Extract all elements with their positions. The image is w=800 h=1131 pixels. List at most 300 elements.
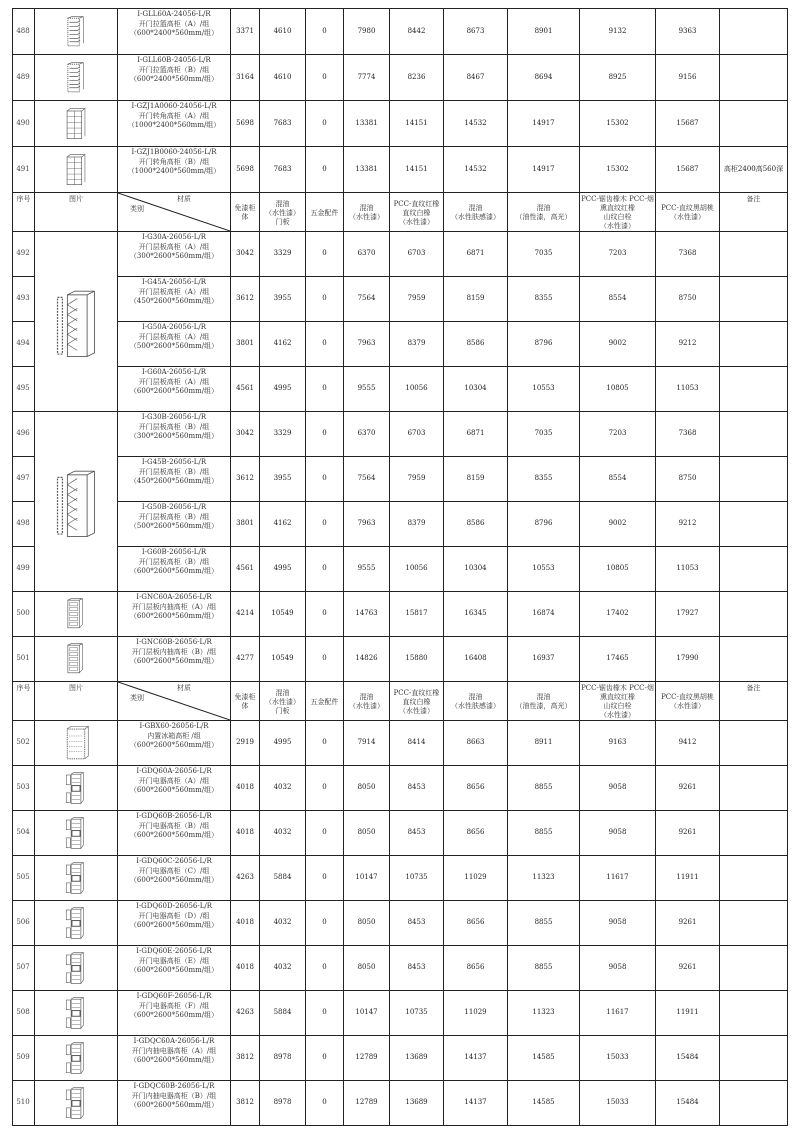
header-col-8 xyxy=(656,193,720,232)
header-line: 免漆柜 xyxy=(234,204,256,212)
header-line: （水性漆） xyxy=(600,711,635,719)
row-number: 494 xyxy=(13,322,35,367)
item-description xyxy=(118,547,231,592)
price-cell: 8554 xyxy=(580,457,656,502)
appliance-cabinet-icon xyxy=(35,768,117,808)
price-cell: 8453 xyxy=(390,901,444,946)
price-cell: 8050 xyxy=(344,901,390,946)
price-cell: 8453 xyxy=(390,766,444,811)
price-cell: 9261 xyxy=(656,811,720,856)
price-cell: 16874 xyxy=(508,592,580,637)
header-line: 熏直纹红橡 xyxy=(600,204,635,212)
price-cell: 13381 xyxy=(344,101,390,147)
header-row xyxy=(13,193,788,232)
header-col-6 xyxy=(508,682,580,721)
corner-cabinet-icon-cell xyxy=(35,101,118,147)
header-material: 材质 xyxy=(177,684,191,692)
header-col-4 xyxy=(390,193,444,232)
appliance-cabinet-icon-cell xyxy=(35,811,118,856)
price-cell: 7203 xyxy=(580,232,656,277)
item-name: 开门转角高柜（B）/组 xyxy=(138,157,210,166)
price-cell: 4032 xyxy=(260,766,306,811)
price-cell: 4032 xyxy=(260,901,306,946)
header-col-3 xyxy=(344,193,390,232)
header-line: 体 xyxy=(241,213,249,221)
item-size: （300*2600*560mm/组） xyxy=(129,432,219,440)
price-cell: 10735 xyxy=(390,856,444,901)
price-cell: 6370 xyxy=(344,232,390,277)
note-cell xyxy=(720,277,788,322)
price-cell: 11053 xyxy=(656,547,720,592)
price-cell: 8050 xyxy=(344,811,390,856)
price-cell: 4032 xyxy=(260,811,306,856)
item-name: 开门转角高柜（A）/组 xyxy=(138,111,210,120)
price-cell: 15033 xyxy=(580,1036,656,1081)
item-code: I-G30B-26056-L/R xyxy=(141,413,207,421)
header-line: PCC-直纹黑胡桃 xyxy=(661,204,714,212)
item-size: （600*2600*560mm/组） xyxy=(129,387,219,395)
header-line: （油性漆，高光） xyxy=(515,213,572,221)
price-cell: 10147 xyxy=(344,991,390,1036)
price-cell: 4995 xyxy=(260,547,306,592)
price-cell: 10056 xyxy=(390,547,444,592)
row-number: 506 xyxy=(13,901,35,946)
item-description xyxy=(118,322,231,367)
item-name: 开门拉篮高柜（B）/组 xyxy=(138,65,210,74)
table-row xyxy=(13,766,788,811)
note-cell xyxy=(720,946,788,991)
table-body xyxy=(13,9,788,1126)
price-cell: 7564 xyxy=(344,457,390,502)
table-row xyxy=(13,1036,788,1081)
pull-basket-cabinet-icon xyxy=(35,59,117,97)
item-name: 开门电器高柜（D）/组 xyxy=(138,911,210,920)
row-number: 504 xyxy=(13,811,35,856)
price-cell: 2919 xyxy=(231,721,260,766)
header-line: 五金配件 xyxy=(310,697,339,706)
item-description xyxy=(118,811,231,856)
price-cell: 8453 xyxy=(390,811,444,856)
table-row xyxy=(13,901,788,946)
price-cell: 0 xyxy=(306,766,344,811)
price-cell: 10147 xyxy=(344,856,390,901)
header-line: 混油 xyxy=(275,688,290,697)
price-cell: 4263 xyxy=(231,856,260,901)
table-row xyxy=(13,457,788,502)
appliance-cabinet-icon-cell xyxy=(35,766,118,811)
price-cell: 8663 xyxy=(444,721,508,766)
price-cell: 8911 xyxy=(508,721,580,766)
note-cell xyxy=(720,1036,788,1081)
price-cell: 7203 xyxy=(580,412,656,457)
price-cell: 9058 xyxy=(580,946,656,991)
header-line: PCC-直纹红橡 xyxy=(393,688,440,697)
price-cell: 0 xyxy=(306,547,344,592)
header-col-8 xyxy=(656,682,720,721)
price-cell: 7564 xyxy=(344,277,390,322)
header-col-1 xyxy=(260,682,306,721)
row-number: 497 xyxy=(13,457,35,502)
price-cell: 6871 xyxy=(444,232,508,277)
price-cell: 10304 xyxy=(444,367,508,412)
price-cell: 11617 xyxy=(580,856,656,901)
appliance-cabinet-icon xyxy=(35,858,117,898)
item-code: I-GDQ60B-26056-L/R xyxy=(136,812,212,820)
price-cell: 16937 xyxy=(508,637,580,682)
header-image: 图片 xyxy=(35,682,118,721)
item-size: （600*2600*560mm/组） xyxy=(129,966,219,974)
appliance-cabinet-icon-cell xyxy=(35,1081,118,1126)
price-cell: 4162 xyxy=(260,322,306,367)
price-cell: 8796 xyxy=(508,502,580,547)
price-cell: 3812 xyxy=(231,1036,260,1081)
item-description xyxy=(118,367,231,412)
price-cell: 6703 xyxy=(390,232,444,277)
price-cell: 15033 xyxy=(580,1081,656,1126)
price-cell: 3164 xyxy=(231,55,260,101)
corner-cabinet-icon xyxy=(35,151,117,189)
price-cell: 0 xyxy=(306,637,344,682)
appliance-cabinet-icon xyxy=(35,948,117,988)
price-cell: 4018 xyxy=(231,901,260,946)
item-name: 开门拉篮高柜（A）/组 xyxy=(138,19,210,28)
price-cell: 7774 xyxy=(344,55,390,101)
price-cell: 7980 xyxy=(344,9,390,55)
appliance-cabinet-icon xyxy=(35,813,117,853)
price-cell: 8855 xyxy=(508,946,580,991)
price-cell: 15817 xyxy=(390,592,444,637)
price-cell: 14917 xyxy=(508,147,580,193)
item-name: 开门层板高柜（A）/组 xyxy=(138,287,210,296)
note-cell xyxy=(720,991,788,1036)
price-cell: 15484 xyxy=(656,1036,720,1081)
table-row xyxy=(13,856,788,901)
item-description xyxy=(118,232,231,277)
price-cell: 8656 xyxy=(444,946,508,991)
pull-basket-cabinet-icon-cell xyxy=(35,55,118,101)
price-cell: 13689 xyxy=(390,1036,444,1081)
item-size: （600*2600*560mm/组） xyxy=(129,831,219,839)
price-cell: 13689 xyxy=(390,1081,444,1126)
row-number: 507 xyxy=(13,946,35,991)
header-col-0 xyxy=(231,193,260,232)
item-description xyxy=(118,277,231,322)
table-row xyxy=(13,721,788,766)
row-number: 502 xyxy=(13,721,35,766)
drawer-tall-cabinet-icon xyxy=(35,640,117,678)
price-cell: 3042 xyxy=(231,232,260,277)
table-row xyxy=(13,637,788,682)
note-cell xyxy=(720,412,788,457)
row-number: 491 xyxy=(13,147,35,193)
header-line: 混油 xyxy=(468,693,483,701)
price-cell: 11323 xyxy=(508,856,580,901)
item-code: I-G50B-26056-L/R xyxy=(141,503,207,511)
header-line: （水性漆） xyxy=(600,222,635,230)
price-cell: 15687 xyxy=(656,101,720,147)
table-row xyxy=(13,322,788,367)
header-line: （水性漆） xyxy=(399,706,434,715)
item-size: （1000*2400*560mm/组） xyxy=(127,121,221,129)
price-cell: 0 xyxy=(306,277,344,322)
table-row xyxy=(13,277,788,322)
appliance-cabinet-icon-cell xyxy=(35,856,118,901)
price-cell: 13381 xyxy=(344,147,390,193)
item-name: 开门电器高柜（F）/组 xyxy=(138,1001,210,1010)
price-cell: 9163 xyxy=(580,721,656,766)
row-number: 508 xyxy=(13,991,35,1036)
price-cell: 12789 xyxy=(344,1036,390,1081)
header-col-0 xyxy=(231,682,260,721)
header-line: （水性肤感漆） xyxy=(451,213,500,221)
item-name: 开门层板高柜（A）/组 xyxy=(138,242,210,251)
note-cell xyxy=(720,856,788,901)
header-line: PCC-直纹红橡 xyxy=(393,199,440,208)
price-cell: 14532 xyxy=(444,101,508,147)
item-description xyxy=(118,946,231,991)
shelf-tall-cabinet-icon-cell xyxy=(35,412,118,592)
table-row xyxy=(13,1081,788,1126)
item-description xyxy=(118,502,231,547)
price-cell: 15687 xyxy=(656,147,720,193)
price-cell: 17990 xyxy=(656,637,720,682)
header-line: （油性漆，高光） xyxy=(515,702,572,710)
header-line: 备注 xyxy=(746,684,761,692)
item-size: （450*2600*560mm/组） xyxy=(129,477,219,485)
price-cell: 10735 xyxy=(390,991,444,1036)
price-cell: 4277 xyxy=(231,637,260,682)
price-cell: 0 xyxy=(306,367,344,412)
row-number: 493 xyxy=(13,277,35,322)
appliance-cabinet-icon xyxy=(35,1038,117,1078)
price-cell: 7963 xyxy=(344,502,390,547)
item-code: I-GBX60-26056-L/R xyxy=(139,722,209,730)
note-cell xyxy=(720,367,788,412)
price-cell: 15302 xyxy=(580,147,656,193)
item-code: I-G45B-26056-L/R xyxy=(141,458,207,466)
header-col-9 xyxy=(720,682,788,721)
table-row xyxy=(13,367,788,412)
price-cell: 15880 xyxy=(390,637,444,682)
price-cell: 8159 xyxy=(444,277,508,322)
item-name: 开门电器高柜（E）/组 xyxy=(138,956,210,965)
price-cell: 3329 xyxy=(260,232,306,277)
item-description xyxy=(118,147,231,193)
price-cell: 3612 xyxy=(231,457,260,502)
item-description xyxy=(118,9,231,55)
row-number: 496 xyxy=(13,412,35,457)
shelf-tall-cabinet-icon-cell xyxy=(35,232,118,412)
item-code: I-GDQC60B-26056-L/R xyxy=(133,1082,215,1090)
fridge-cabinet-icon-cell xyxy=(35,721,118,766)
price-cell: 9261 xyxy=(656,946,720,991)
price-cell: 14532 xyxy=(444,147,508,193)
price-cell: 10553 xyxy=(508,367,580,412)
price-cell: 5884 xyxy=(260,856,306,901)
price-cell: 7959 xyxy=(390,277,444,322)
item-name: 开门电器高柜（C）/组 xyxy=(138,866,210,875)
appliance-cabinet-icon xyxy=(35,1083,117,1123)
price-cell: 4214 xyxy=(231,592,260,637)
drawer-tall-cabinet-icon xyxy=(35,595,117,633)
price-cell: 9555 xyxy=(344,367,390,412)
header-line: （水性漆） xyxy=(399,217,434,226)
price-cell: 0 xyxy=(306,101,344,147)
price-cell: 0 xyxy=(306,811,344,856)
row-number: 500 xyxy=(13,592,35,637)
price-cell: 11029 xyxy=(444,856,508,901)
shelf-tall-cabinet-icon xyxy=(35,285,117,359)
header-line: 直纹白橡 xyxy=(402,208,431,217)
price-cell: 9212 xyxy=(656,322,720,367)
price-cell: 8554 xyxy=(580,277,656,322)
appliance-cabinet-icon-cell xyxy=(35,946,118,991)
item-code: I-GDQ60F-26056-L/R xyxy=(136,992,212,1000)
item-name: 开门层板高柜（A）/组 xyxy=(138,377,210,386)
shelf-tall-cabinet-icon xyxy=(35,465,117,539)
price-cell: 15302 xyxy=(580,101,656,147)
appliance-cabinet-icon xyxy=(35,993,117,1033)
item-code: I-G60A-26056-L/R xyxy=(142,368,206,376)
header-line: PCC-直纹黑胡桃 xyxy=(661,693,714,701)
item-code: I-GNC60B-26056-L/R xyxy=(136,638,212,646)
price-cell: 3042 xyxy=(231,412,260,457)
note-cell xyxy=(720,9,788,55)
price-cell: 0 xyxy=(306,1081,344,1126)
price-table xyxy=(12,8,788,1126)
price-cell: 0 xyxy=(306,946,344,991)
price-cell: 8453 xyxy=(390,946,444,991)
price-cell: 8855 xyxy=(508,766,580,811)
row-number: 509 xyxy=(13,1036,35,1081)
price-cell: 8586 xyxy=(444,502,508,547)
row-number: 495 xyxy=(13,367,35,412)
price-cell: 8379 xyxy=(390,502,444,547)
item-name: 开门层板高柜（A）/组 xyxy=(138,332,210,341)
price-cell: 8656 xyxy=(444,766,508,811)
price-cell: 5884 xyxy=(260,991,306,1036)
price-cell: 8050 xyxy=(344,946,390,991)
price-cell: 8656 xyxy=(444,811,508,856)
note-cell xyxy=(720,901,788,946)
price-cell: 9002 xyxy=(580,502,656,547)
header-col-9 xyxy=(720,193,788,232)
item-code: I-GDQC60A-26056-L/R xyxy=(133,1037,215,1045)
header-category: 类别 xyxy=(130,694,144,702)
header-col-2 xyxy=(306,682,344,721)
header-category: 类别 xyxy=(130,205,144,213)
note-cell xyxy=(720,811,788,856)
header-material: 材质 xyxy=(177,195,191,203)
header-diagonal-cell xyxy=(118,682,231,721)
item-description xyxy=(118,856,231,901)
price-cell: 4032 xyxy=(260,946,306,991)
item-description xyxy=(118,1036,231,1081)
item-name: 开门层板内抽高柜（B）/组 xyxy=(131,647,217,656)
note-cell xyxy=(720,101,788,147)
item-code: I-GLL60B-24056-L/R xyxy=(137,56,211,64)
note-cell xyxy=(720,637,788,682)
item-size: （600*2600*560mm/组） xyxy=(129,612,219,620)
item-description xyxy=(118,55,231,101)
price-cell: 0 xyxy=(306,232,344,277)
item-size: （600*2600*560mm/组） xyxy=(129,567,219,575)
note-cell xyxy=(720,457,788,502)
row-number: 499 xyxy=(13,547,35,592)
price-cell: 7683 xyxy=(260,147,306,193)
item-size: （450*2600*560mm/组） xyxy=(129,297,219,305)
header-line: 山纹白栓 xyxy=(603,213,632,221)
item-name: 开门层板高柜（B）/组 xyxy=(138,512,210,521)
item-description xyxy=(118,101,231,147)
price-cell: 0 xyxy=(306,9,344,55)
price-cell: 8159 xyxy=(444,457,508,502)
table-row xyxy=(13,811,788,856)
price-cell: 3371 xyxy=(231,9,260,55)
price-cell: 7368 xyxy=(656,412,720,457)
price-cell: 10304 xyxy=(444,547,508,592)
item-description xyxy=(118,766,231,811)
price-cell: 10553 xyxy=(508,547,580,592)
price-cell: 8586 xyxy=(444,322,508,367)
price-cell: 0 xyxy=(306,856,344,901)
price-cell: 8656 xyxy=(444,901,508,946)
item-description xyxy=(118,1081,231,1126)
price-cell: 0 xyxy=(306,502,344,547)
price-cell: 6370 xyxy=(344,412,390,457)
header-line: 备注 xyxy=(746,195,761,203)
header-col-6 xyxy=(508,193,580,232)
header-image: 图片 xyxy=(35,193,118,232)
price-cell: 14137 xyxy=(444,1036,508,1081)
header-line: （水性漆） xyxy=(265,208,300,217)
price-cell: 7035 xyxy=(508,232,580,277)
item-code: I-GNC60A-26056-L/R xyxy=(136,593,212,601)
header-line: 熏直纹红橡 xyxy=(600,693,635,701)
header-line: 混油 xyxy=(359,204,374,212)
price-cell: 4995 xyxy=(260,721,306,766)
table-row xyxy=(13,55,788,101)
price-cell: 8442 xyxy=(390,9,444,55)
price-cell: 5698 xyxy=(231,101,260,147)
price-cell: 9412 xyxy=(656,721,720,766)
price-cell: 9363 xyxy=(656,9,720,55)
price-cell: 7035 xyxy=(508,412,580,457)
header-line: （水性漆） xyxy=(670,702,705,710)
price-cell: 8901 xyxy=(508,9,580,55)
price-cell: 16345 xyxy=(444,592,508,637)
price-cell: 3801 xyxy=(231,502,260,547)
price-cell: 14917 xyxy=(508,101,580,147)
price-cell: 11053 xyxy=(656,367,720,412)
item-size: （300*2600*560mm/组） xyxy=(129,252,219,260)
price-cell: 9058 xyxy=(580,766,656,811)
price-cell: 8355 xyxy=(508,457,580,502)
price-cell: 7368 xyxy=(656,232,720,277)
appliance-cabinet-icon-cell xyxy=(35,1036,118,1081)
price-cell: 10805 xyxy=(580,367,656,412)
item-size: （600*2600*560mm/组） xyxy=(129,741,219,749)
row-number: 503 xyxy=(13,766,35,811)
table-row xyxy=(13,232,788,277)
price-cell: 14585 xyxy=(508,1036,580,1081)
note-cell xyxy=(720,547,788,592)
item-name: 开门层板内抽高柜（A）/组 xyxy=(131,602,217,611)
price-cell: 17465 xyxy=(580,637,656,682)
price-cell: 0 xyxy=(306,457,344,502)
pull-basket-cabinet-icon xyxy=(35,13,117,51)
price-cell: 3329 xyxy=(260,412,306,457)
